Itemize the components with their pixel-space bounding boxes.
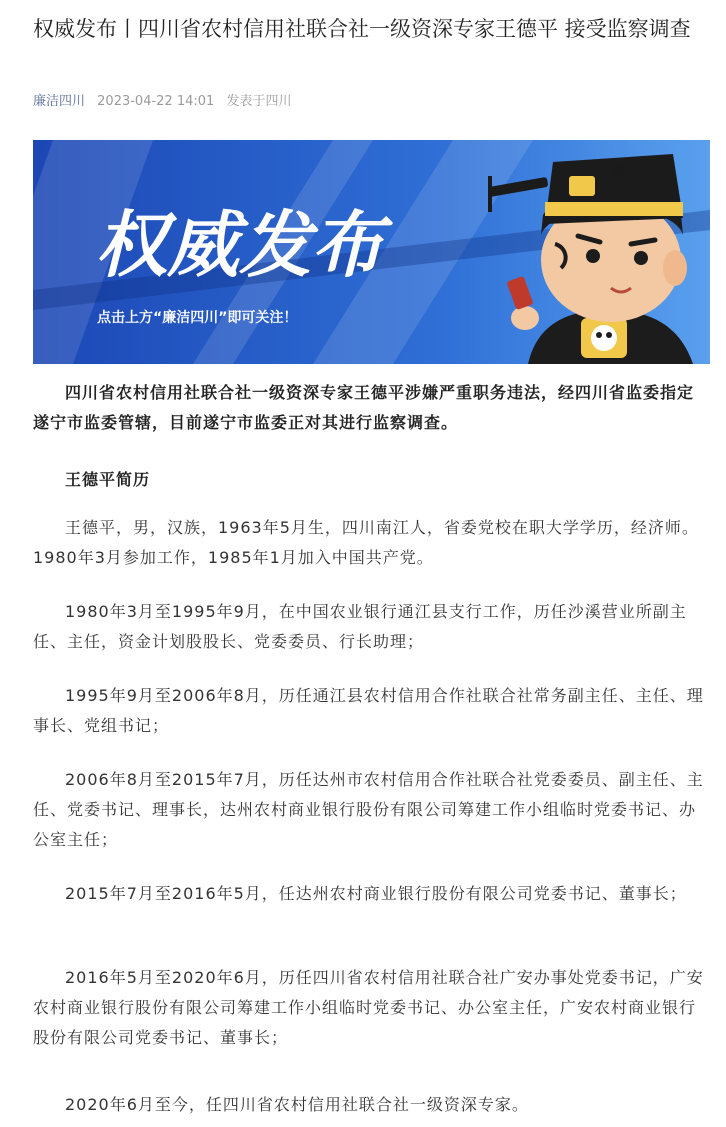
publish-time: 2023-04-22 14:01: [97, 94, 215, 109]
bio-paragraph: 2015年7月至2016年5月，任达州农村商业银行股份有限公司党委书记、董事长；: [65, 884, 687, 903]
banner-subline: 点击上方“廉洁四川”即可关注！: [97, 310, 298, 326]
bio-heading: 王德平简历: [65, 470, 151, 489]
article-meta: [33, 90, 291, 109]
hat-badge-text: 廉: [610, 164, 624, 180]
bio-paragraph: 2020年6月至今，任四川省农村信用社联合社一级资深专家。: [65, 1095, 529, 1114]
banner-image: [33, 140, 710, 364]
article-title: 权威发布丨四川省农村信用社联合社一级资深专家王德平 接受监察调查: [33, 17, 691, 41]
bio-paragraph: 2016年5月至2020年6月，历任四川省农村信用社联合社广安办事处党委书记，广安农村商业银行股份有限公司筹建工作小组临时党委书记、办公室主任，广安农村商业银行股份有限公司党委书记、董事长；: [33, 968, 704, 1047]
publish-location: 发表于四川: [226, 94, 292, 109]
bio-paragraph: 2006年8月至2015年7月，历任达州市农村信用合作社联合社党委委员、副主任、主任、党委书记、理事长，达州农村商业银行股份有限公司筹建工作小组临时党委书记、办公室主任；: [33, 770, 704, 849]
bio-paragraph: 1995年9月至2006年8月，历任通江县农村信用合作社联合社常务副主任、主任、理事长、党组书记；: [33, 686, 704, 735]
banner-graphic: [33, 140, 710, 364]
banner-headline: 权威发布: [95, 203, 384, 287]
lead-paragraph: 四川省农村信用社联合社一级资深专家王德平涉嫌严重职务违法，经四川省监委指定遂宁市监委管辖，目前遂宁市监委正对其进行监察调查。: [33, 383, 695, 432]
bio-paragraph: 1980年3月至1995年9月，在中国农业银行通江县支行工作，历任沙溪营业所副主任、主任，资金计划股股长、党委委员、行长助理；: [33, 602, 687, 651]
account-name-link[interactable]: 廉洁四川: [33, 94, 86, 109]
bio-paragraph: 王德平，男，汉族，1963年5月生，四川南江人，省委党校在职大学学历，经济师。1980年3月参加工作，1985年1月加入中国共产党。: [33, 518, 699, 567]
